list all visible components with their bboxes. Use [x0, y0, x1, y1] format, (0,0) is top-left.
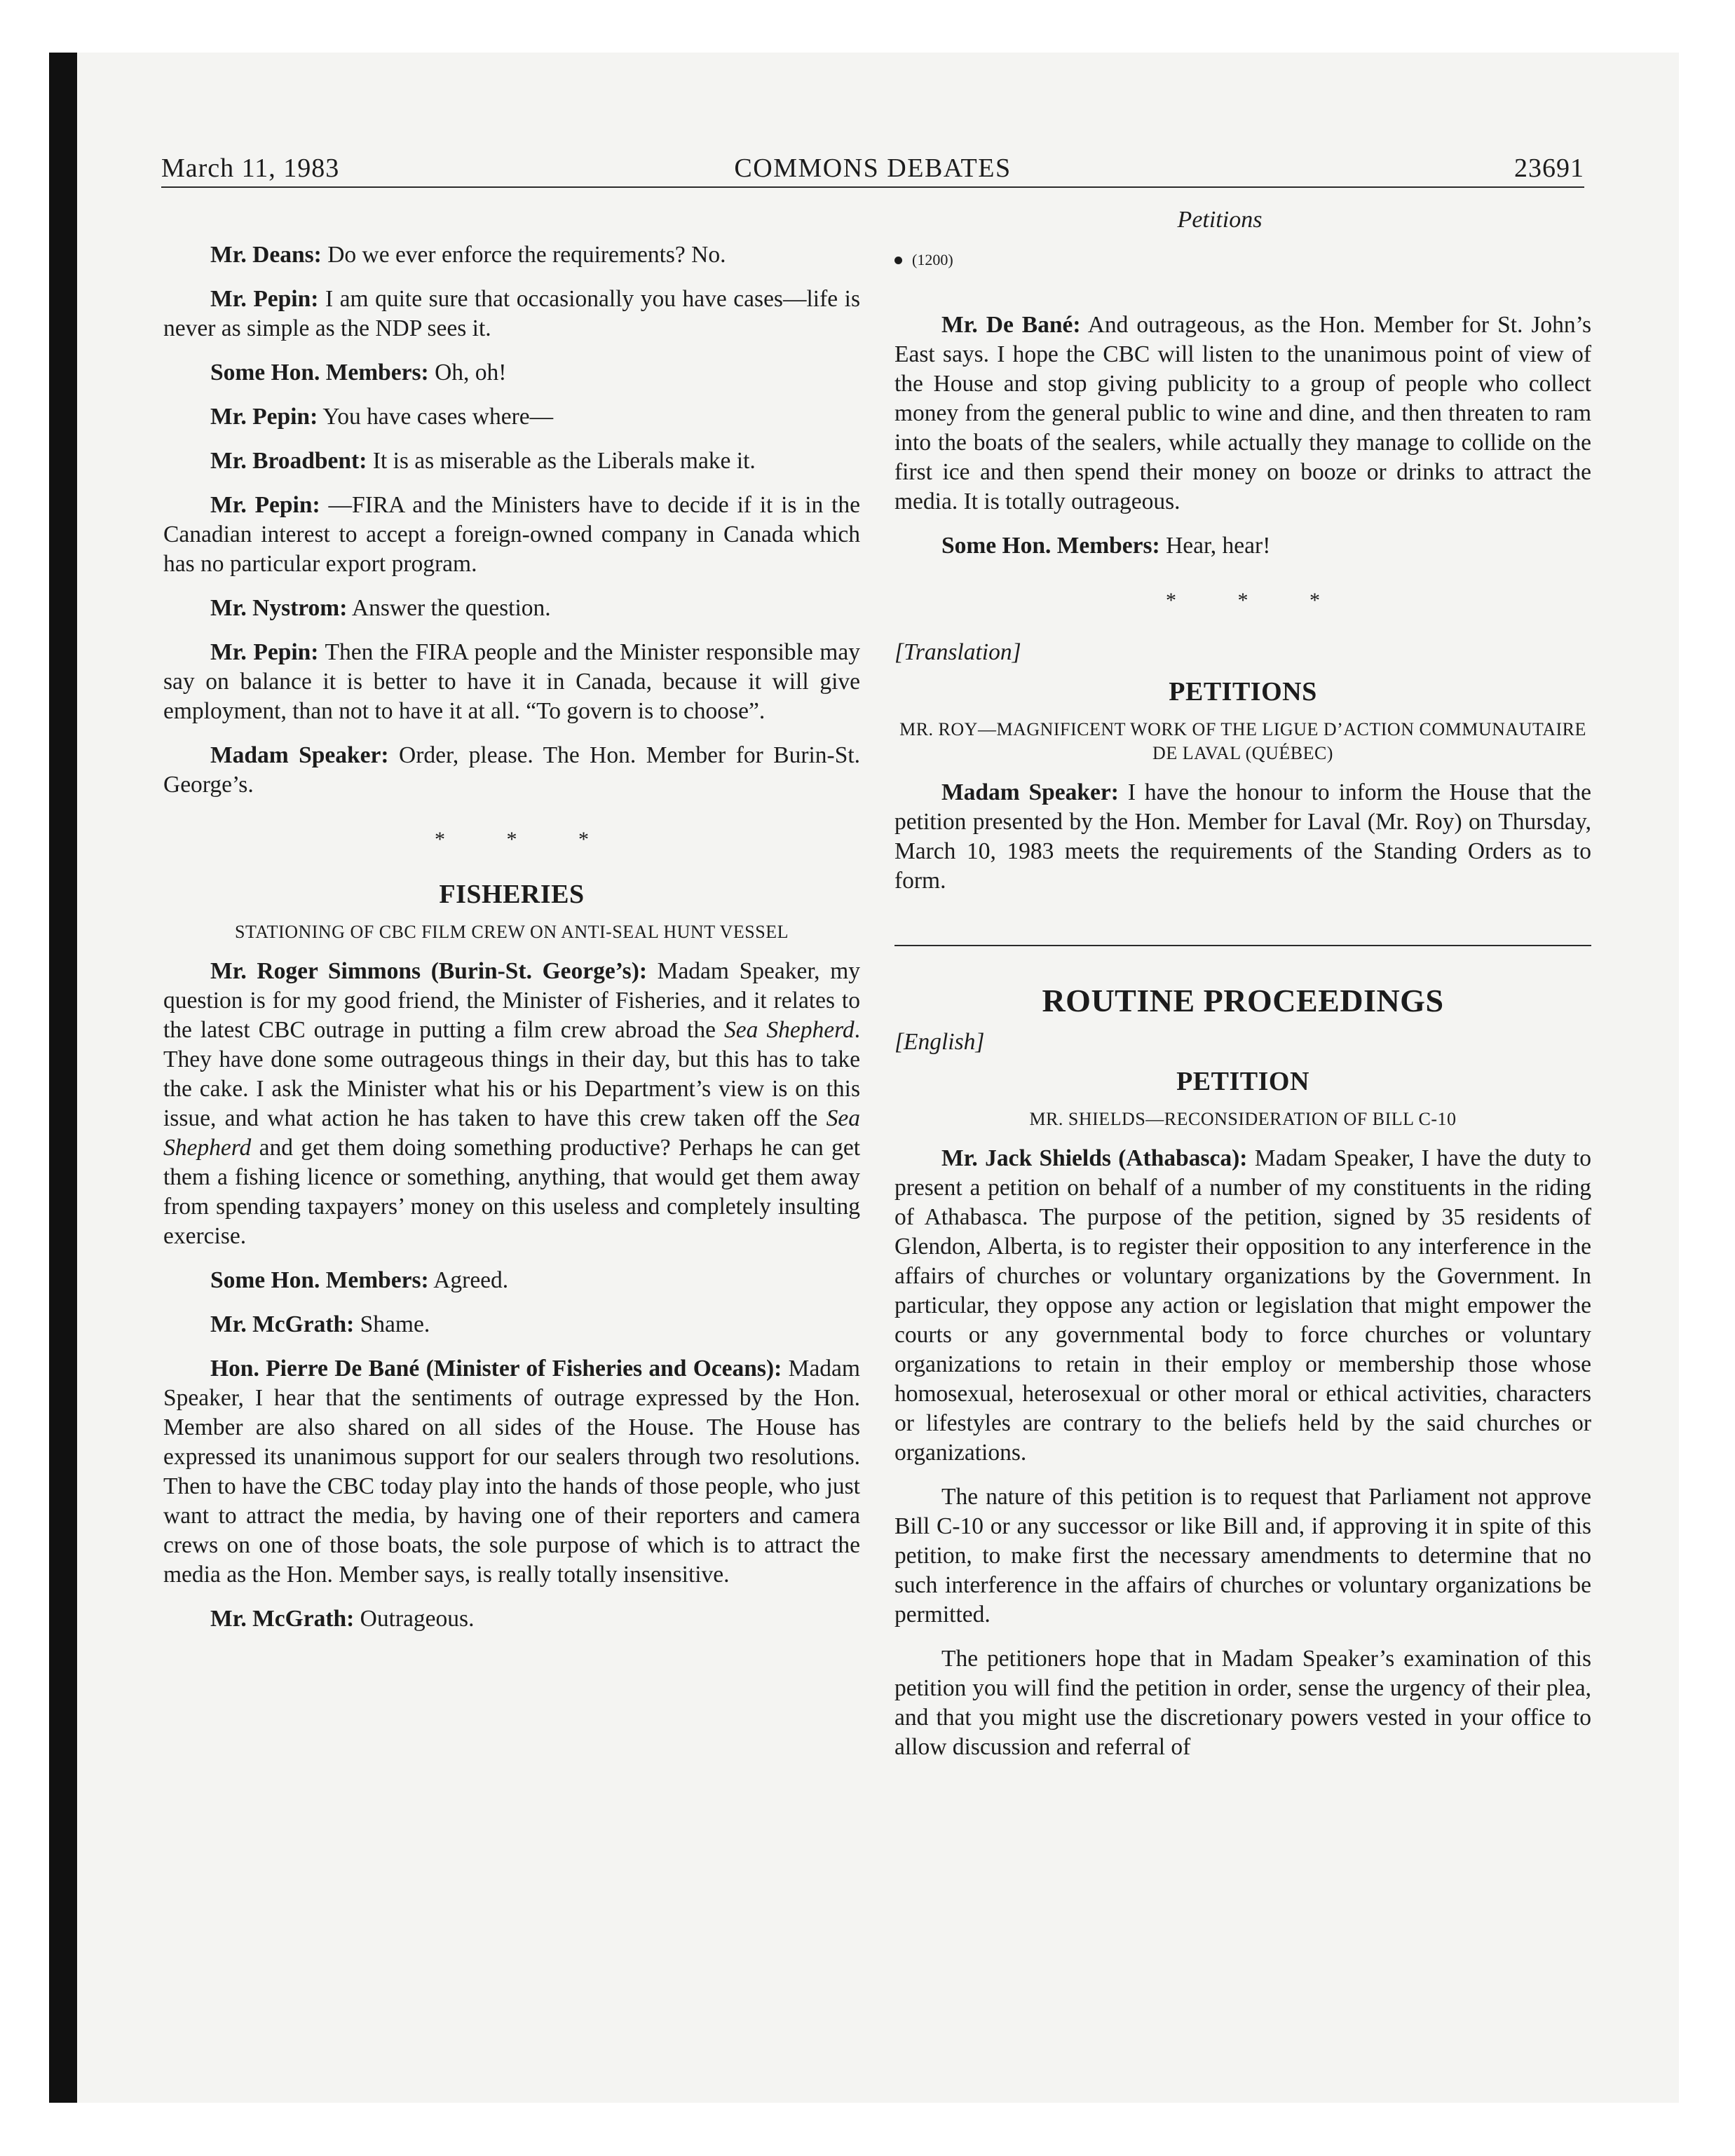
speaker-name: Mr. De Bané: — [941, 312, 1081, 338]
bullet-icon — [894, 257, 902, 264]
speaker-name: Mr. Pepin: — [210, 639, 319, 665]
speech-text: Answer the question. — [351, 595, 551, 621]
speech-text: And outrageous, as the Hon. Member for St. John’s East says. I hope the CBC will listen to the unanimous point of view of the House and stop giving publicity to a group of people who collect money from the general public to wine and dine, and then threaten to ram into the boats of the sealers, while actually they manage to collide on the first ice and then spend their money on booze or drinks to attract the media. It is totally outrageous. — [894, 312, 1591, 514]
time-marker — [894, 245, 953, 275]
speech — [163, 240, 860, 270]
speech — [163, 1266, 860, 1295]
speech-text: —FIRA and the Ministers have to decide if it is in the Canadian interest to accept a foreign-owned company in Canada which has no particular export program. — [163, 492, 861, 577]
speech — [163, 957, 860, 1251]
speech-text: Shame. — [360, 1311, 430, 1337]
speaker-name: Mr. Pepin: — [210, 492, 320, 518]
speech — [163, 285, 860, 343]
vessel-name: Sea Shepherd — [163, 1105, 861, 1161]
speech-text: I have the honour to inform the House that the petition presented by the Hon. Member for Laval (Mr. Roy) on Thursday, March 10, 1983 meets the requirements of the Standing Orders as to form. — [894, 779, 1591, 894]
section-divider — [894, 945, 1591, 946]
header-rule — [161, 186, 1584, 188]
speaker-name: Mr. Nystrom: — [210, 595, 348, 621]
speech-text: I am quite sure that occasionally you have cases—life is never as simple as the NDP sees it. — [163, 286, 860, 341]
speech-text: Do we ever enforce the requirements? No. — [327, 242, 726, 268]
speaker-name: Some Hon. Members: — [210, 360, 429, 386]
speaker-name: Madam Speaker: — [210, 742, 389, 768]
vessel-name: Sea Shepherd — [723, 1017, 855, 1043]
left-column — [163, 240, 860, 1649]
speech-text: Agreed. — [433, 1267, 509, 1293]
section-separator: * * * — [1166, 589, 1348, 612]
running-head — [161, 151, 1584, 185]
speech — [894, 778, 1591, 896]
speech — [163, 358, 860, 388]
speaker-name: Some Hon. Members: — [941, 533, 1160, 559]
speech — [163, 402, 860, 432]
page-number: 23691 — [1514, 153, 1584, 183]
subject-heading: MR. ROY—MAGNIFICENT WORK OF THE LIGUE D’ACTION COMMUNAUTAIRE DE LAVAL (QUÉBEC) — [899, 719, 1586, 763]
speech-text: Hear, hear! — [1166, 533, 1271, 559]
section-heading-petition: PETITION — [1176, 1067, 1309, 1096]
speech — [163, 1604, 860, 1634]
speech-text: Then the FIRA people and the Minister responsible may say on balance it is better to have it in Canada, because it will give employment, than not to have it at all. “To govern is to choose”. — [163, 639, 860, 724]
speech — [163, 594, 860, 623]
speech-text: Outrageous. — [360, 1606, 475, 1632]
speech — [163, 491, 860, 579]
speech-text: Madam Speaker, my question is for my good friend, the Minister of Fisheries, and it relates to the latest CBC outrage in putting a film crew abroad the — [163, 958, 860, 1043]
language-marker: [Translation] — [894, 639, 1021, 665]
speech — [894, 311, 1591, 517]
paragraph: The petitioners hope that in Madam Speaker’s examination of this petition you will find the petition in order, sense the urgency of their plea, and that you might use the discretionary powers vested in your office to allow discussion and referral of — [894, 1646, 1591, 1760]
speech-text: and get them doing something productive? Perhaps he can get them a fishing licence or something, anything, that would get them away from spending taxpayers’ money on this useless and completely insulting exercise. — [163, 1135, 861, 1249]
language-marker: [English] — [894, 1029, 985, 1055]
header-date: March 11, 1983 — [161, 153, 340, 183]
speech-text: Order, please. The Hon. Member for Burin-St. George’s. — [163, 742, 861, 798]
paragraph: The nature of this petition is to request that Parliament not approve Bill C-10 or any successor or like Bill and, if approving it in spite of this petition, to make first the necessary amendments to determine that no such interference in the affairs of churches or voluntary organizations be permitted. — [894, 1484, 1591, 1628]
speaker-name: Mr. Broadbent: — [210, 448, 367, 474]
right-column — [894, 311, 1591, 1777]
subject-heading: STATIONING OF CBC FILM CREW ON ANTI-SEAL HUNT VESSEL — [235, 922, 789, 942]
section-heading-petitions: PETITIONS — [1169, 677, 1317, 707]
speech-text: Madam Speaker, I have the duty to present a petition on behalf of a number of my constituents in the riding of Athabasca. The purpose of the petition, signed by 35 residents of Glendon, Alberta, is to register their opposition to any interference in the affairs of churches or voluntary organizations by the Government. In particular, they oppose any action or legislation that might empower the courts or any governmental body to force churches or voluntary organizations to retain in their employ or membership those whose homosexual, heterosexual or other moral or ethical activities, characters or lifestyles are contrary to the beliefs held by the said churches or organizations. — [894, 1145, 1592, 1466]
speech-text: You have cases where— — [322, 404, 554, 430]
speaker-name: Mr. Deans: — [210, 242, 322, 268]
speaker-name: Hon. Pierre De Bané (Minister of Fisheries and Oceans): — [210, 1356, 782, 1381]
header-title: COMMONS DEBATES — [734, 153, 1012, 183]
time-marker-text: (1200) — [912, 251, 953, 268]
speaker-name: Mr. Pepin: — [210, 404, 318, 430]
binding-edge — [49, 53, 77, 2103]
routine-proceedings-heading: ROUTINE PROCEEDINGS — [1042, 983, 1444, 1018]
speech — [163, 638, 860, 726]
section-label: Petitions — [1177, 207, 1263, 233]
speech — [894, 1144, 1591, 1468]
speaker-name: Some Hon. Members: — [210, 1267, 429, 1293]
speaker-name: Mr. McGrath: — [210, 1311, 355, 1337]
speaker-name: Mr. Pepin: — [210, 286, 319, 312]
speech-text: Oh, oh! — [435, 360, 507, 386]
speaker-name: Mr. Roger Simmons (Burin-St. George’s): — [210, 958, 648, 984]
section-separator: * * * — [435, 828, 617, 851]
speech — [163, 741, 860, 800]
speech — [163, 1354, 860, 1590]
speech — [894, 531, 1591, 561]
speech — [163, 446, 860, 476]
subject-heading: MR. SHIELDS—RECONSIDERATION OF BILL C-10 — [1029, 1109, 1457, 1129]
speech-text: It is as miserable as the Liberals make it. — [372, 448, 756, 474]
section-heading-fisheries: FISHERIES — [439, 880, 585, 909]
speaker-name: Mr. McGrath: — [210, 1606, 355, 1632]
speech-text: . They have done some outrageous things in their day, but this has to take the cake. I ask the Minister what his or his Department’s view is on this issue, and what action he has taken to have this crew taken off the — [163, 1017, 860, 1131]
speech-text: Madam Speaker, I hear that the sentiments of outrage expressed by the Hon. Member are also shared on all sides of the House. The House has expressed its unanimous support for our sealers through two resolutions. Then to have the CBC today play into the hands of those people, who just want to attract the media, by having one of their reporters and camera crews on one of those boats, the sole purpose of which is to attract the media as the Hon. Member says, is really totally insensitive. — [163, 1356, 860, 1588]
speaker-name: Madam Speaker: — [941, 779, 1119, 805]
speaker-name: Mr. Jack Shields (Athabasca): — [941, 1145, 1248, 1171]
speech — [163, 1310, 860, 1339]
